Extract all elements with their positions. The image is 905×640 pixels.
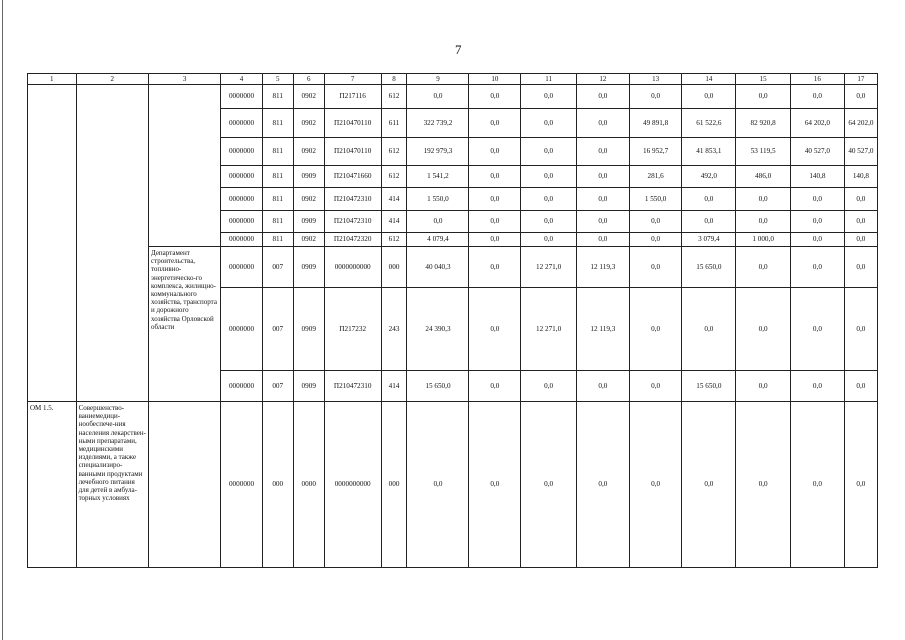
cell-col-6: 0902 bbox=[293, 138, 324, 166]
cell-col-13: 0,0 bbox=[629, 371, 682, 402]
cell-col-17: 0,0 bbox=[844, 85, 877, 109]
cell-col-9: 0,0 bbox=[407, 211, 469, 233]
cell-col-9: 0,0 bbox=[407, 402, 469, 568]
cell-col-13: 0,0 bbox=[629, 402, 682, 568]
cell-col-6: 0909 bbox=[293, 288, 324, 371]
cell-col-10: 0,0 bbox=[469, 371, 521, 402]
cell-col-4: 0000000 bbox=[221, 85, 262, 109]
cell-col-11: 0,0 bbox=[521, 109, 577, 138]
header-col-3: 3 bbox=[148, 74, 220, 85]
cell-col-7: П217116 bbox=[324, 85, 381, 109]
cell-col-4: 0000000 bbox=[221, 288, 262, 371]
cell-col-8: 612 bbox=[381, 166, 407, 188]
cell-col-4: 0000000 bbox=[221, 247, 262, 288]
cell-col-5: 811 bbox=[262, 109, 293, 138]
cell-col-4: 0000000 bbox=[221, 109, 262, 138]
cell-col-17: 0,0 bbox=[844, 247, 877, 288]
cell-col-9: 40 040,3 bbox=[407, 247, 469, 288]
cell-col-14: 15 650,0 bbox=[682, 371, 736, 402]
cell-col-7: П210470110 bbox=[324, 109, 381, 138]
cell-col-17: 0,0 bbox=[844, 402, 877, 568]
cell-col-14: 0,0 bbox=[682, 288, 736, 371]
cell-col-8: 000 bbox=[381, 247, 407, 288]
cell-col-6: 0902 bbox=[293, 109, 324, 138]
cell-col-12: 0,0 bbox=[577, 85, 630, 109]
cell-col-6: 0902 bbox=[293, 233, 324, 247]
cell-col-5: 007 bbox=[262, 371, 293, 402]
cell-col-7: П210472310 bbox=[324, 188, 381, 211]
cell-col-9: 4 079,4 bbox=[407, 233, 469, 247]
cell-col-11: 0,0 bbox=[521, 138, 577, 166]
cell-col-6: 0909 bbox=[293, 211, 324, 233]
budget-table bbox=[27, 73, 878, 568]
cell-col-10: 0,0 bbox=[469, 138, 521, 166]
cell-col-13: 0,0 bbox=[629, 247, 682, 288]
cell-col-7: 0000000000 bbox=[324, 247, 381, 288]
cell-col-12: 0,0 bbox=[577, 233, 630, 247]
cell-col-17: 40 527,0 bbox=[844, 138, 877, 166]
cell-col-6: 0909 bbox=[293, 166, 324, 188]
cell-col-15: 0,0 bbox=[736, 371, 791, 402]
cell-col-13: 0,0 bbox=[629, 211, 682, 233]
header-col-12: 12 bbox=[577, 74, 630, 85]
cell-col-8: 611 bbox=[381, 109, 407, 138]
header-col-16: 16 bbox=[791, 74, 845, 85]
cell-col-10: 0,0 bbox=[469, 402, 521, 568]
cell-col-11: 12 271,0 bbox=[521, 288, 577, 371]
cell-col-16: 40 527,0 bbox=[791, 138, 845, 166]
cell-col-15: 486,0 bbox=[736, 166, 791, 188]
cell-col-12: 0,0 bbox=[577, 211, 630, 233]
table-row bbox=[28, 402, 878, 568]
cell-col-8: 414 bbox=[381, 211, 407, 233]
cell-col-11: 0,0 bbox=[521, 211, 577, 233]
cell-col-5: 811 bbox=[262, 85, 293, 109]
header-col-17: 17 bbox=[844, 74, 877, 85]
cell-col-9: 24 390,3 bbox=[407, 288, 469, 371]
cell-col-9: 192 979,3 bbox=[407, 138, 469, 166]
cell-col-8: 414 bbox=[381, 371, 407, 402]
cell-col-11: 0,0 bbox=[521, 402, 577, 568]
cell-col-5: 007 bbox=[262, 288, 293, 371]
cell-col-5: 000 bbox=[262, 402, 293, 568]
cell-col-11: 0,0 bbox=[521, 233, 577, 247]
header-col-14: 14 bbox=[682, 74, 736, 85]
cell-col-14: 61 522,6 bbox=[682, 109, 736, 138]
department-name: Департамент строительства, топливно-энергетическо-го комплекса, жилищно-коммунального хозяйства, транспорта и дорожного хозяйства Орловской области bbox=[148, 247, 220, 402]
header-col-1: 1 bbox=[28, 74, 77, 85]
cell-col-10: 0,0 bbox=[469, 166, 521, 188]
cell-col-16: 64 202,0 bbox=[791, 109, 845, 138]
header-col-9: 9 bbox=[407, 74, 469, 85]
cell-col-11: 0,0 bbox=[521, 188, 577, 211]
cell-col-9: 322 739,2 bbox=[407, 109, 469, 138]
cell-col-9: 0,0 bbox=[407, 85, 469, 109]
cell-col-10: 0,0 bbox=[469, 233, 521, 247]
cell-col-15: 0,0 bbox=[736, 85, 791, 109]
cell-col-16: 0,0 bbox=[791, 233, 845, 247]
cell-col-6: 0909 bbox=[293, 247, 324, 288]
cell-col-14: 0,0 bbox=[682, 85, 736, 109]
cell-col-4: 0000000 bbox=[221, 211, 262, 233]
cell-col-17: 64 202,0 bbox=[844, 109, 877, 138]
cell-col-15: 1 000,0 bbox=[736, 233, 791, 247]
cell-col-16: 0,0 bbox=[791, 288, 845, 371]
cell-col-10: 0,0 bbox=[469, 109, 521, 138]
table-row bbox=[28, 247, 878, 288]
cell-col-11: 0,0 bbox=[521, 166, 577, 188]
cell-col-9: 1 541,2 bbox=[407, 166, 469, 188]
cell-col-13: 0,0 bbox=[629, 85, 682, 109]
cell-col-5: 811 bbox=[262, 211, 293, 233]
cell-col-16: 140,8 bbox=[791, 166, 845, 188]
cell-col-10: 0,0 bbox=[469, 85, 521, 109]
measure-executor bbox=[148, 402, 220, 568]
cell-col-5: 811 bbox=[262, 233, 293, 247]
cell-col-17: 0,0 bbox=[844, 233, 877, 247]
cell-col-13: 281,6 bbox=[629, 166, 682, 188]
cell-col-16: 0,0 bbox=[791, 371, 845, 402]
table-row bbox=[28, 85, 878, 109]
measure-code: ОМ 1.5. bbox=[28, 402, 77, 568]
header-row bbox=[28, 74, 878, 85]
cell-col-16: 0,0 bbox=[791, 211, 845, 233]
cell-col-7: П210472310 bbox=[324, 371, 381, 402]
cell-col-13: 0,0 bbox=[629, 233, 682, 247]
cell-col-17: 0,0 bbox=[844, 288, 877, 371]
cell-col-14: 15 650,0 bbox=[682, 247, 736, 288]
cell-col-15: 0,0 bbox=[736, 402, 791, 568]
cell-col-8: 612 bbox=[381, 138, 407, 166]
cell-col-4: 0000000 bbox=[221, 188, 262, 211]
cell-col-6: 0902 bbox=[293, 85, 324, 109]
cell-col-13: 0,0 bbox=[629, 288, 682, 371]
cell-col-12: 0,0 bbox=[577, 188, 630, 211]
cell-col-5: 811 bbox=[262, 138, 293, 166]
header-col-5: 5 bbox=[262, 74, 293, 85]
measure-description: Совершенство-ваниемедици-нообеспече-ния населения лекарствен-ными препаратами, медицинскими изделиями, а также специализиро-ванными продуктами лечебного питания для детей в амбула-торных условиях bbox=[76, 402, 148, 568]
cell-col-4: 0000000 bbox=[221, 138, 262, 166]
cell-col-17: 140,8 bbox=[844, 166, 877, 188]
cell-col-15: 0,0 bbox=[736, 188, 791, 211]
cell-col-11: 12 271,0 bbox=[521, 247, 577, 288]
cell-col-7: П210471660 bbox=[324, 166, 381, 188]
cell-col-8: 612 bbox=[381, 85, 407, 109]
header-col-13: 13 bbox=[629, 74, 682, 85]
cell-col-17: 0,0 bbox=[844, 188, 877, 211]
cell-col-7: П210472310 bbox=[324, 211, 381, 233]
cell-col-14: 0,0 bbox=[682, 211, 736, 233]
cell-col-5: 811 bbox=[262, 188, 293, 211]
cell-col-4: 0000000 bbox=[221, 371, 262, 402]
cell-col-13: 1 550,0 bbox=[629, 188, 682, 211]
cell-col-5: 811 bbox=[262, 166, 293, 188]
cell-col-12: 0,0 bbox=[577, 371, 630, 402]
cell-col-7: П217232 bbox=[324, 288, 381, 371]
cell-col-4: 0000000 bbox=[221, 166, 262, 188]
cell-col-8: 612 bbox=[381, 233, 407, 247]
header-col-7: 7 bbox=[324, 74, 381, 85]
header-col-8: 8 bbox=[381, 74, 407, 85]
cell-col-14: 3 079,4 bbox=[682, 233, 736, 247]
cell-col-15: 0,0 bbox=[736, 288, 791, 371]
cell-col-15: 0,0 bbox=[736, 247, 791, 288]
cell-col-16: 0,0 bbox=[791, 188, 845, 211]
cell-col-16: 0,0 bbox=[791, 402, 845, 568]
header-col-6: 6 bbox=[293, 74, 324, 85]
continued-col-3 bbox=[148, 85, 220, 247]
cell-col-12: 12 119,3 bbox=[577, 288, 630, 371]
cell-col-4: 0000000 bbox=[221, 233, 262, 247]
cell-col-6: 0909 bbox=[293, 371, 324, 402]
cell-col-14: 41 853,1 bbox=[682, 138, 736, 166]
cell-col-10: 0,0 bbox=[469, 247, 521, 288]
header-col-10: 10 bbox=[469, 74, 521, 85]
cell-col-13: 16 952,7 bbox=[629, 138, 682, 166]
header-col-15: 15 bbox=[736, 74, 791, 85]
cell-col-14: 0,0 bbox=[682, 402, 736, 568]
cell-col-16: 0,0 bbox=[791, 85, 845, 109]
cell-col-14: 492,0 bbox=[682, 166, 736, 188]
cell-col-6: 0000 bbox=[293, 402, 324, 568]
header-col-4: 4 bbox=[221, 74, 262, 85]
continued-col-1 bbox=[28, 85, 77, 402]
cell-col-8: 243 bbox=[381, 288, 407, 371]
cell-col-12: 0,0 bbox=[577, 138, 630, 166]
cell-col-7: 0000000000 bbox=[324, 402, 381, 568]
page-left-rule bbox=[2, 0, 3, 640]
cell-col-7: П210470110 bbox=[324, 138, 381, 166]
cell-col-12: 0,0 bbox=[577, 166, 630, 188]
page-number: 7 bbox=[455, 42, 462, 57]
cell-col-17: 0,0 bbox=[844, 211, 877, 233]
cell-col-10: 0,0 bbox=[469, 188, 521, 211]
cell-col-9: 1 550,0 bbox=[407, 188, 469, 211]
cell-col-13: 49 891,8 bbox=[629, 109, 682, 138]
cell-col-9: 15 650,0 bbox=[407, 371, 469, 402]
cell-col-5: 007 bbox=[262, 247, 293, 288]
cell-col-8: 414 bbox=[381, 188, 407, 211]
cell-col-16: 0,0 bbox=[791, 247, 845, 288]
cell-col-17: 0,0 bbox=[844, 371, 877, 402]
cell-col-6: 0902 bbox=[293, 188, 324, 211]
cell-col-10: 0,0 bbox=[469, 211, 521, 233]
cell-col-7: П210472320 bbox=[324, 233, 381, 247]
header-col-2: 2 bbox=[76, 74, 148, 85]
cell-col-15: 82 920,8 bbox=[736, 109, 791, 138]
continued-col-2 bbox=[76, 85, 148, 402]
cell-col-12: 12 119,3 bbox=[577, 247, 630, 288]
cell-col-15: 0,0 bbox=[736, 211, 791, 233]
cell-col-12: 0,0 bbox=[577, 402, 630, 568]
cell-col-8: 000 bbox=[381, 402, 407, 568]
cell-col-4: 0000000 bbox=[221, 402, 262, 568]
cell-col-11: 0,0 bbox=[521, 371, 577, 402]
cell-col-15: 53 119,5 bbox=[736, 138, 791, 166]
cell-col-12: 0,0 bbox=[577, 109, 630, 138]
cell-col-10: 0,0 bbox=[469, 288, 521, 371]
cell-col-11: 0,0 bbox=[521, 85, 577, 109]
header-col-11: 11 bbox=[521, 74, 577, 85]
cell-col-14: 0,0 bbox=[682, 188, 736, 211]
